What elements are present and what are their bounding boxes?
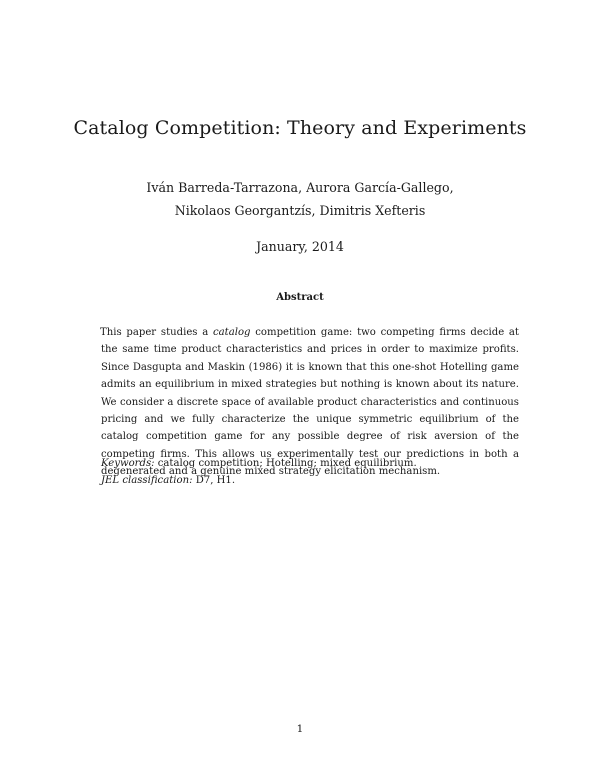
jel-label: JEL classification: [101,475,193,486]
abstract-heading: Abstract [276,292,324,303]
author-list [0,176,600,222]
abstract-emphasis: catalog [213,327,251,338]
keywords-value: catalog competition; Hotelling; mixed equilibrium. [154,458,417,469]
keywords-label: Keywords: [101,458,155,469]
keywords-line [101,458,417,469]
publication-date: January, 2014 [256,239,344,254]
abstract-text-start: This paper studies a [100,327,213,338]
page-number: 1 [296,723,304,735]
jel-value: D7, H1. [192,475,236,486]
jel-line [101,475,235,486]
author-line-1: Iván Barreda-Tarrazona, Aurora García-Gallego, [146,180,454,195]
abstract-text-rest: competition game: two competing firms decide at the same time product characteristics and prices in order to maximize profits. Since Dasgupta and Maskin (1986) it is known that this one-shot Hotelling game admits an equilibrium in mixed strategies but nothing is known about its nature. We consider a discrete space of available product characteristics and continuous pricing and we fully characterize the unique symmetric equilibrium of the catalog competition game for any possible degree of risk aversion of the competing firms. This allows us experimentally test our predictions in both a degenerated and a genuine mixed strategy elicitation mechanism. [101,327,519,478]
paper-title: Catalog Competition: Theory and Experiments [73,117,527,139]
author-line-2: Nikolaos Georgantzís, Dimitris Xefteris [174,203,426,218]
